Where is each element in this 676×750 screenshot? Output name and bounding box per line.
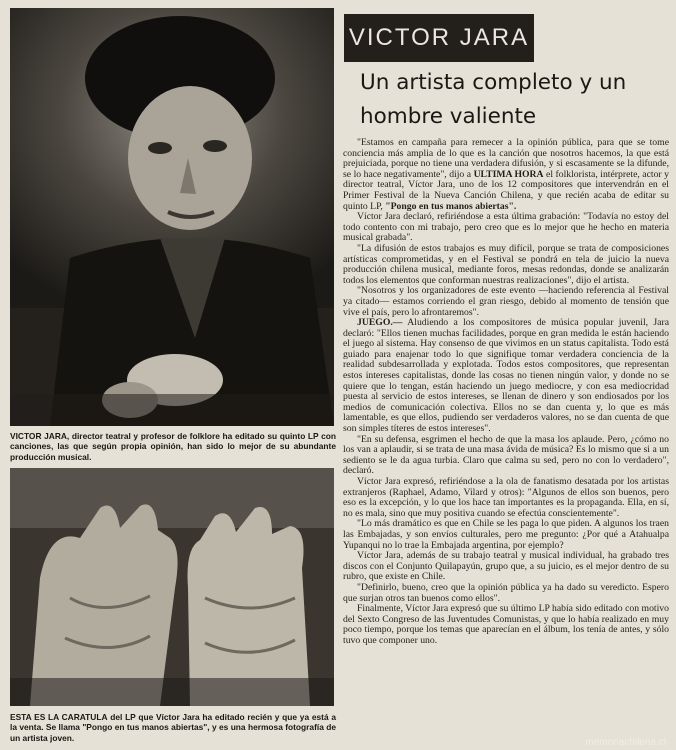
paragraph-text: Aludiendo a los compositores de música popular juvenil, Jara declaró: "Ellos tienen muchas facilidades, porque en gran medida le están haciendo el juego al sistema. Hay consenso de que vivimos en un status capitalista. Todo está guiado para enajenar todo lo que signifique tomar verdadera conciencia de la realidad subdesarrollada y explotada. Todos estos compositores, que representan estos intereses capitalistas, donde las cosas no tienen ningún valor, y donde no se quiere que lo tengan, están haciendo un juego mediocre, y con esa mediocridad puesta al servicio de estos intereses, se llenan de dinero y son endiosados por los medios de comunicación colectiva. Ellos no se dan cuenta y, lo que es más lamentable, es que ellos, pudiendo ser verdaderos valores, no se dan cuenta de que son simples títeres de estos intereses".	[343, 317, 669, 435]
article-paragraph	[343, 138, 669, 212]
article-body	[343, 138, 669, 744]
portrait-caption-text: director teatral y profesor de folklore ha editado su quinto LP con canciones, las que según propia opinión, han sido lo mejor de su abundante producción musical.	[10, 431, 336, 462]
article-paragraph: "Lo más dramático es que en Chile se les paga lo que piden. A algunos los traen las Embajadas, y son envíos culturales, pero me pregunto: ¿Por qué a Atahualpa Yupanqui no lo trae la Embajada argentina, por ejemplo?	[343, 518, 669, 551]
album-cover-caption-lead: ESTA ES LA CARATULA	[10, 712, 108, 722]
section-banner: VICTOR JARA	[344, 14, 534, 62]
portrait-caption	[10, 431, 336, 462]
article-paragraph: Víctor Jara expresó, refiriéndose a la ola de fanatismo desatada por los artistas extranjeros (Raphael, Adamo, Vilard y otros): "Algunos de ellos son buenos, pero eso es la excepción, y lo que los hace tan importantes es la propaganda. Ella, en sí, no es mala, sino que muy positiva cuando se efectúa conscientemente".	[343, 476, 669, 519]
newspaper-name: ULTIMA HORA	[473, 168, 544, 180]
portrait-photo	[10, 8, 334, 426]
article-paragraph: "Definirlo, bueno, creo que la opinión pública ya ha dado su veredicto. Espero que surjan otros tan buenos como ellos".	[343, 581, 669, 604]
album-title: "Pongo en tus manos abiertas".	[385, 200, 517, 212]
article-paragraph: "La difusión de estos trabajos es muy difícil, porque se trata de composiciones artísticas comprometidas, y en el Festival se pondrá en tela de juicio la nueva producción chilena musical, mediante foros, mesas redondas, donde se analizarán todos los elementos que conforman nuestras realizaciones", dijo el artista.	[343, 242, 669, 286]
subheading-juego: JUEGO.—	[357, 317, 403, 329]
album-cover-image	[10, 468, 334, 706]
article-headline: Un artista completo y un hombre valiente	[360, 70, 627, 129]
portrait-caption-lead: VICTOR JARA,	[10, 431, 70, 441]
article-paragraph: Finalmente, Víctor Jara expresó que su último LP había sido editado con motivo del Sexto Congreso de las Juventudes Comunistas, y que lo había realizado en muy poco tiempo, porque los temas que aparecían en el álbum, los tenía de antes, y sólo tuvo que componer uno.	[343, 603, 669, 646]
album-cover-photo	[10, 468, 334, 706]
album-cover-caption-text: del LP que Víctor Jara ha editado recién y que ya está a la venta. Se llama "Pongo en tus manos abiertas", y es una hermosa fotografía de un artista joven.	[10, 712, 336, 743]
article-paragraph: "En su defensa, esgrimen el hecho de que la masa los aplaude. Pero, ¿cómo no los van a aplaudir, si se trata de una masa ávida de música? Es lo mismo que si a un sediento se le da agua turbia. Claro que calma su sed, pero no con lo verdadero", declaró.	[343, 433, 669, 477]
article-paragraph: "Nosotros y los organizadores de este evento —haciendo referencia al Festival ya citado— estamos corriendo el gran riesgo, debido al momento de tensión que vive el país, pero lo afrontaremos".	[343, 285, 669, 318]
article-paragraph: Víctor Jara declaró, refiriéndose a esta última grabación: "Todavía no estoy del todo contento con mi trabajo, pero creo que es lo mejor que he hecho en materia musical grabada".	[343, 211, 669, 244]
paragraph-text: el folklorista, intérprete, actor y director teatral, Víctor Jara, uno de los 12 compositores que intervendrán en el Primer Festival de la Nueva Canción Chilena, y que recién acaba de editar su quinto LP,	[343, 168, 669, 212]
portrait-photo-image	[10, 8, 334, 426]
article-paragraph: Víctor Jara, además de su trabajo teatral y musical individual, ha grabado tres discos con el Conjunto Quilapayún, grupo que, a su juicio, es el mejor dentro de su rubro, que existe en Chile.	[343, 550, 669, 583]
watermark: memoriachilena.cl	[585, 737, 666, 748]
article-paragraph	[343, 318, 669, 435]
album-cover-caption	[10, 712, 336, 743]
paragraph-text: "Estamos en campaña para remecer a la opinión pública, para que se tome conciencia más amplia de lo que es la canción que nosotros hacemos, la que está prejuiciada, porque no tiene una verdadera difusión, y si escasamente se la difunde, se lo hace negativamente", dijo a	[343, 138, 669, 180]
